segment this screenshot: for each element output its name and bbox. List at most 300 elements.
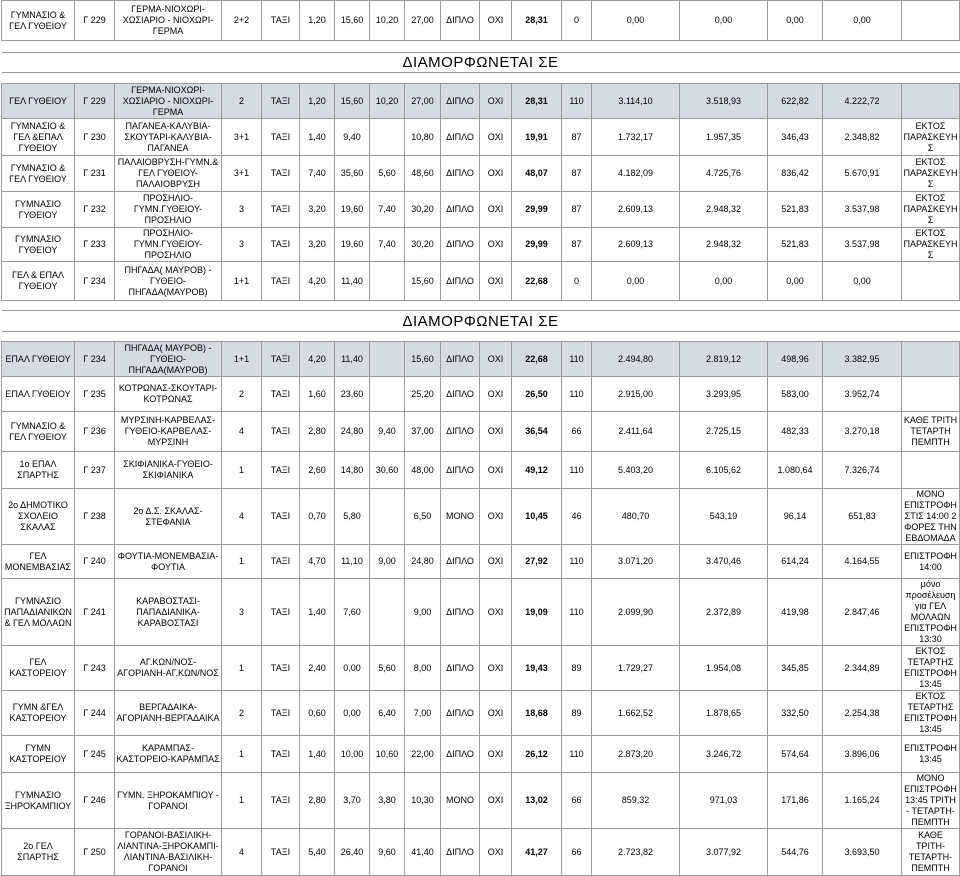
cell-gross-amount: 2.819,12 (680, 342, 768, 377)
cell-net-amount: 2.494,80 (592, 342, 680, 377)
cell-net-amount: 0,00 (592, 1, 680, 41)
cell-school: ΓΥΜΝΑΣΙΟ & ΓΕΛ &ΕΠΑΛ ΓΥΘΕΙΟΥ (2, 119, 75, 156)
transport-routes-table (1, 0, 960, 876)
cell-notes: μόνο προσέλευση για ΓΕΛ ΜΟΛΑΩΝ ΕΠΙΣΤΡΟΦΗ 13:30 (902, 579, 960, 646)
cell-net-amount: 2.099,90 (592, 579, 680, 646)
cell-route-code: Γ 245 (75, 736, 115, 773)
cell-km-2: 35,60 (335, 156, 370, 192)
cell-school: ΓΥΜΝΑΣΙΟ ΓΥΘΕΙΟΥ (2, 228, 75, 262)
cell-km-3: 7,40 (370, 228, 405, 262)
table-row (2, 736, 960, 773)
cell-accompanist: ΟΧΙ (480, 342, 512, 377)
cell-gross-amount: 0,00 (680, 262, 768, 301)
cell-km-1: 0,60 (300, 691, 335, 736)
cell-km-1: 2,80 (300, 773, 335, 829)
cell-km-1: 7,40 (300, 156, 335, 192)
cell-days: 0 (562, 1, 592, 41)
cell-gross-amount: 3.246,72 (680, 736, 768, 773)
table-row (2, 829, 960, 876)
cell-gross-amount: 2.725,15 (680, 412, 768, 452)
cell-students: 1+1 (222, 262, 262, 301)
table-row-highlighted (2, 84, 960, 119)
cell-route: ΚΑΡΑΜΠΑΣ-ΚΑΣΤΟΡΕΙΟ-ΚΑΡΑΜΠΑΣ (115, 736, 222, 773)
cell-gross-amount: 6.105,62 (680, 452, 768, 489)
cell-total-amount: 4.164,55 (823, 545, 902, 579)
cell-total-amount: 0,00 (823, 262, 902, 301)
cell-daily-cost: 28,31 (512, 84, 562, 119)
cell-total-amount: 7.326,74 (823, 452, 902, 489)
cell-days: 66 (562, 412, 592, 452)
cell-school: ΓΥΜΝ ΚΑΣΤΟΡΕΙΟΥ (2, 736, 75, 773)
table-row (2, 646, 960, 691)
cell-km-3: 9,40 (370, 412, 405, 452)
cell-gross-amount: 2.948,32 (680, 228, 768, 262)
cell-route: ΠΑΛΑΙΟΒΡΥΣΗ-ΓΥΜΝ.& ΓΕΛ ΓΥΘΕΙΟΥ-ΠΑΛΑΙΟΒΡΥΣΗ (115, 156, 222, 192)
cell-vat-amount: 521,83 (768, 192, 823, 228)
cell-vehicle-type: ΤΑΞΙ (262, 579, 300, 646)
cell-total-amount: 2.348,82 (823, 119, 902, 156)
cell-route: ΦΟΥΤΙΑ-ΜΟΝΕΜΒΑΣΙΑ-ΦΟΥΤΙΑ (115, 545, 222, 579)
cell-days: 110 (562, 579, 592, 646)
cell-school: ΕΠΑΛ ΓΥΘΕΙΟΥ (2, 342, 75, 377)
cell-net-amount: 2.411,64 (592, 412, 680, 452)
table-row (2, 452, 960, 489)
cell-gross-amount: 3.077,92 (680, 829, 768, 876)
table-row (2, 579, 960, 646)
cell-total-amount: 3.537,98 (823, 192, 902, 228)
cell-students: 1+1 (222, 342, 262, 377)
cell-days: 87 (562, 228, 592, 262)
cell-notes: ΕΚΤΟΣ ΠΑΡΑΣΚΕΥΗΣ (902, 156, 960, 192)
cell-daily-cost: 22,68 (512, 342, 562, 377)
cell-students: 4 (222, 489, 262, 545)
cell-km-3 (370, 489, 405, 545)
cell-km-3: 7,40 (370, 192, 405, 228)
cell-daily-cost: 29,99 (512, 192, 562, 228)
cell-daily-cost: 49,12 (512, 452, 562, 489)
cell-route-code: Γ 234 (75, 342, 115, 377)
cell-km-2: 15,60 (335, 1, 370, 41)
cell-route: ΠΡΟΣΗΛΙΟ-ΓΥΜΝ.ΓΥΘΕΙΟΥ-ΠΡΟΣΗΛΙΟ (115, 192, 222, 228)
cell-km-total: 22,00 (405, 736, 441, 773)
cell-accompanist: ΟΧΙ (480, 377, 512, 412)
cell-notes: ΜΟΝΟ ΕΠΙΣΤΡΟΦΗ 13:45 ΤΡΙΤΗ - ΤΕΤΑΡΤΗ-ΠΕΜΠΤΗ (902, 773, 960, 829)
cell-vat-amount: 0,00 (768, 262, 823, 301)
cell-km-2: 11,40 (335, 262, 370, 301)
cell-vat-amount: 419,98 (768, 579, 823, 646)
table-row (2, 1, 960, 41)
cell-route-code: Γ 235 (75, 377, 115, 412)
cell-km-total: 15,60 (405, 262, 441, 301)
table-row (2, 691, 960, 736)
spacer-row (2, 41, 960, 53)
cell-gross-amount: 0,00 (680, 1, 768, 41)
cell-km-1: 3,20 (300, 192, 335, 228)
cell-km-total: 41,40 (405, 829, 441, 876)
cell-daily-cost: 36,54 (512, 412, 562, 452)
cell-gross-amount: 3.293,95 (680, 377, 768, 412)
cell-total-amount: 4.222,72 (823, 84, 902, 119)
cell-students: 3 (222, 228, 262, 262)
cell-school: ΓΕΛ & ΕΠΑΛ ΓΥΘΕΙΟΥ (2, 262, 75, 301)
cell-notes (902, 84, 960, 119)
cell-total-amount: 3.382,95 (823, 342, 902, 377)
cell-route-code: Γ 241 (75, 579, 115, 646)
cell-vehicle-type: ΤΑΞΙ (262, 377, 300, 412)
cell-vehicle-type: ΤΑΞΙ (262, 262, 300, 301)
cell-km-2: 23,60 (335, 377, 370, 412)
cell-total-amount: 2.847,46 (823, 579, 902, 646)
cell-vehicle-type: ΤΑΞΙ (262, 192, 300, 228)
cell-vehicle-type: ΤΑΞΙ (262, 412, 300, 452)
cell-vat-amount: 96,14 (768, 489, 823, 545)
spacer-row (2, 73, 960, 84)
cell-daily-cost: 27,92 (512, 545, 562, 579)
cell-students: 1 (222, 545, 262, 579)
cell-km-1: 2,40 (300, 646, 335, 691)
cell-route-code: Γ 233 (75, 228, 115, 262)
cell-vat-amount: 0,00 (768, 1, 823, 41)
cell-route: ΠΗΓΑΔΑ( ΜΑΥΡΟΒ) - ΓΥΘΕΙΟ-ΠΗΓΑΔΑ(ΜΑΥΡΟΒ) (115, 262, 222, 301)
cell-total-amount: 2.344,89 (823, 646, 902, 691)
cell-days: 0 (562, 262, 592, 301)
cell-net-amount: 1.729,27 (592, 646, 680, 691)
cell-trip-type: ΔΙΠΛΟ (441, 156, 480, 192)
section-banner: ΔΙΑΜΟΡΦΩΝΕΤΑΙ ΣΕ (2, 53, 960, 73)
cell-daily-cost: 41,27 (512, 829, 562, 876)
cell-notes: ΕΚΤΟΣ ΠΑΡΑΣΚΕΥΗΣ (902, 119, 960, 156)
cell-notes (902, 452, 960, 489)
cell-days: 110 (562, 452, 592, 489)
cell-days: 110 (562, 377, 592, 412)
cell-km-2: 26,40 (335, 829, 370, 876)
cell-total-amount: 3.693,50 (823, 829, 902, 876)
table-row (2, 228, 960, 262)
cell-km-3: 9,00 (370, 545, 405, 579)
cell-notes: ΚΑΘΕ ΤΡΙΤΗ-ΤΕΤΑΡΤΗ-ΠΕΜΠΤΗ (902, 829, 960, 876)
cell-accompanist: ΟΧΙ (480, 192, 512, 228)
cell-vat-amount: 622,82 (768, 84, 823, 119)
cell-notes (902, 342, 960, 377)
cell-km-2: 0,00 (335, 691, 370, 736)
cell-accompanist: ΟΧΙ (480, 412, 512, 452)
cell-total-amount: 3.537,98 (823, 228, 902, 262)
cell-km-2: 5,80 (335, 489, 370, 545)
cell-km-3: 10,20 (370, 84, 405, 119)
table-row (2, 773, 960, 829)
cell-accompanist: ΟΧΙ (480, 579, 512, 646)
cell-days: 89 (562, 646, 592, 691)
cell-trip-type: ΔΙΠΛΟ (441, 377, 480, 412)
cell-total-amount: 651,83 (823, 489, 902, 545)
cell-students: 3 (222, 579, 262, 646)
cell-vat-amount: 521,83 (768, 228, 823, 262)
cell-trip-type: ΔΙΠΛΟ (441, 412, 480, 452)
cell-notes: ΕΚΤΟΣ ΠΑΡΑΣΚΕΥΗΣ (902, 192, 960, 228)
cell-school: 2ο ΔΗΜΟΤΙΚΟ ΣΧΟΛΕΙΟ ΣΚΑΛΑΣ (2, 489, 75, 545)
spacer-cell (2, 73, 960, 84)
cell-gross-amount: 2.372,89 (680, 579, 768, 646)
cell-vehicle-type: ΤΑΞΙ (262, 736, 300, 773)
cell-km-2: 19,60 (335, 192, 370, 228)
table-row (2, 119, 960, 156)
cell-total-amount: 3.270,18 (823, 412, 902, 452)
cell-route: ΓΟΡΑΝΟΙ-ΒΑΣΙΛΙΚΗ-ΛΙΑΝΤΙΝΑ-ΞΗΡΟΚΑΜΠΙ-ΛΙΑΝΤΙΝΑ-ΒΑΣΙΛΙΚΗ-ΓΟΡΑΝΟΙ (115, 829, 222, 876)
cell-students: 3+1 (222, 119, 262, 156)
cell-net-amount: 4.182,09 (592, 156, 680, 192)
cell-route: ΒΕΡΓΑΔΑΙΚΑ-ΑΓΟΡΙΑΝΗ-ΒΕΡΓΑΔΑΙΚΑ (115, 691, 222, 736)
cell-km-3: 5,60 (370, 156, 405, 192)
cell-km-3: 9,60 (370, 829, 405, 876)
cell-total-amount: 3.952,74 (823, 377, 902, 412)
cell-accompanist: ΟΧΙ (480, 156, 512, 192)
cell-notes (902, 1, 960, 41)
cell-school: ΓΥΜΝΑΣΙΟ & ΓΕΛ ΓΥΘΕΙΟΥ (2, 1, 75, 41)
cell-daily-cost: 28,31 (512, 1, 562, 41)
cell-notes: ΕΚΤΟΣ ΤΕΤΑΡΤΗΣ ΕΠΙΣΤΡΟΦΗ 13:45 (902, 691, 960, 736)
cell-vehicle-type: ΤΑΞΙ (262, 228, 300, 262)
cell-daily-cost: 19,91 (512, 119, 562, 156)
cell-total-amount: 5.670,91 (823, 156, 902, 192)
cell-route-code: Γ 240 (75, 545, 115, 579)
cell-trip-type: ΜΟΝΟ (441, 773, 480, 829)
cell-notes: ΚΑΘΕ ΤΡΙΤΗ ΤΕΤΑΡΤΗ ΠΕΜΠΤΗ (902, 412, 960, 452)
cell-route-code: Γ 229 (75, 84, 115, 119)
cell-students: 2 (222, 377, 262, 412)
cell-route-code: Γ 246 (75, 773, 115, 829)
cell-route: ΚΑΡΑΒΟΣΤΑΣΙ-ΠΑΠΑΔΙΑΝΙΚΑ-ΚΑΡΑΒΟΣΤΑΣΙ (115, 579, 222, 646)
cell-net-amount: 2.609,13 (592, 228, 680, 262)
cell-daily-cost: 26,12 (512, 736, 562, 773)
cell-students: 1 (222, 773, 262, 829)
cell-school: ΓΕΛ ΓΥΘΕΙΟΥ (2, 84, 75, 119)
cell-route: ΓΥΜΝ. ΞΗΡΟΚΑΜΠΙΟΥ - ΓΟΡΑΝΟΙ (115, 773, 222, 829)
cell-daily-cost: 18,68 (512, 691, 562, 736)
cell-km-total: 6,50 (405, 489, 441, 545)
cell-gross-amount: 1.957,35 (680, 119, 768, 156)
cell-km-total: 9,00 (405, 579, 441, 646)
cell-trip-type: ΔΙΠΛΟ (441, 119, 480, 156)
cell-km-1: 2,80 (300, 412, 335, 452)
cell-net-amount: 0,00 (592, 262, 680, 301)
cell-total-amount: 1.165,24 (823, 773, 902, 829)
cell-km-2: 15,60 (335, 84, 370, 119)
cell-daily-cost: 13,02 (512, 773, 562, 829)
cell-net-amount: 1.732,17 (592, 119, 680, 156)
cell-accompanist: ΟΧΙ (480, 691, 512, 736)
cell-vat-amount: 1.080,64 (768, 452, 823, 489)
cell-trip-type: ΔΙΠΛΟ (441, 84, 480, 119)
cell-km-total: 27,00 (405, 84, 441, 119)
cell-route-code: Γ 238 (75, 489, 115, 545)
cell-vat-amount: 614,24 (768, 545, 823, 579)
section-banner-row (2, 311, 960, 332)
cell-km-1: 2,60 (300, 452, 335, 489)
cell-km-total: 25,20 (405, 377, 441, 412)
cell-trip-type: ΔΙΠΛΟ (441, 736, 480, 773)
cell-km-2: 3,70 (335, 773, 370, 829)
cell-km-total: 30,20 (405, 228, 441, 262)
cell-accompanist: ΟΧΙ (480, 829, 512, 876)
cell-route: ΣΚΙΦΙΑΝΙΚΑ-ΓΥΘΕΙΟ-ΣΚΙΦΙΑΝΙΚΑ (115, 452, 222, 489)
cell-daily-cost: 26,50 (512, 377, 562, 412)
cell-accompanist: ΟΧΙ (480, 228, 512, 262)
cell-days: 110 (562, 342, 592, 377)
cell-net-amount: 3.114,10 (592, 84, 680, 119)
cell-route: 2ο Δ.Σ. ΣΚΑΛΑΣ-ΣΤΕΦΑΝΙΑ (115, 489, 222, 545)
cell-km-total: 10,80 (405, 119, 441, 156)
cell-gross-amount: 3.518,93 (680, 84, 768, 119)
cell-vat-amount: 171,86 (768, 773, 823, 829)
cell-route: ΜΥΡΣΙΝΗ-ΚΑΡΒΕΛΑΣ-ΓΥΘΕΙΟ-ΚΑΡΒΕΛΑΣ-ΜΥΡΣΙΝΗ (115, 412, 222, 452)
cell-gross-amount: 1.878,65 (680, 691, 768, 736)
cell-accompanist: ΟΧΙ (480, 84, 512, 119)
cell-students: 1 (222, 452, 262, 489)
cell-days: 110 (562, 545, 592, 579)
cell-km-3 (370, 579, 405, 646)
cell-km-3 (370, 119, 405, 156)
cell-accompanist: ΟΧΙ (480, 262, 512, 301)
cell-students: 4 (222, 412, 262, 452)
cell-route: ΓΕΡΜΑ-ΝΙΟΧΩΡΙ-ΧΩΣΙΑΡΙΟ - ΝΙΟΧΩΡΙ-ΓΕΡΜΑ (115, 84, 222, 119)
cell-days: 66 (562, 829, 592, 876)
cell-students: 2+2 (222, 1, 262, 41)
cell-notes (902, 377, 960, 412)
cell-vat-amount: 544,76 (768, 829, 823, 876)
cell-accompanist: ΟΧΙ (480, 489, 512, 545)
cell-km-total: 48,00 (405, 452, 441, 489)
cell-accompanist: ΟΧΙ (480, 545, 512, 579)
cell-school: ΓΕΛ ΜΟΝΕΜΒΑΣΙΑΣ (2, 545, 75, 579)
cell-km-3 (370, 342, 405, 377)
cell-km-total: 48,60 (405, 156, 441, 192)
cell-school: ΓΕΛ ΚΑΣΤΟΡΕΙΟΥ (2, 646, 75, 691)
cell-km-total: 37,00 (405, 412, 441, 452)
cell-daily-cost: 10,45 (512, 489, 562, 545)
cell-trip-type: ΔΙΠΛΟ (441, 829, 480, 876)
cell-daily-cost: 22,68 (512, 262, 562, 301)
cell-vehicle-type: ΤΑΞΙ (262, 452, 300, 489)
cell-km-1: 4,20 (300, 342, 335, 377)
cell-days: 89 (562, 691, 592, 736)
cell-trip-type: ΔΙΠΛΟ (441, 691, 480, 736)
cell-students: 1 (222, 646, 262, 691)
cell-students: 2 (222, 691, 262, 736)
cell-route: ΓΕΡΜΑ-ΝΙΟΧΩΡΙ-ΧΩΣΙΑΡΙΟ - ΝΙΟΧΩΡΙ-ΓΕΡΜΑ (115, 1, 222, 41)
cell-km-3: 10,20 (370, 1, 405, 41)
table-row (2, 156, 960, 192)
cell-trip-type: ΔΙΠΛΟ (441, 646, 480, 691)
cell-vehicle-type: ΤΑΞΙ (262, 773, 300, 829)
cell-km-2: 7,60 (335, 579, 370, 646)
cell-km-3: 10,60 (370, 736, 405, 773)
cell-route-code: Γ 243 (75, 646, 115, 691)
cell-route-code: Γ 244 (75, 691, 115, 736)
cell-route-code: Γ 250 (75, 829, 115, 876)
cell-daily-cost: 48,07 (512, 156, 562, 192)
cell-km-1: 1,40 (300, 119, 335, 156)
cell-school: ΓΥΜΝΑΣΙΟ ΠΑΠΑΔΙΑΝΙΚΩΝ & ΓΕΛ ΜΟΛΑΩΝ (2, 579, 75, 646)
cell-net-amount: 2.609,13 (592, 192, 680, 228)
cell-accompanist: ΟΧΙ (480, 452, 512, 489)
cell-accompanist: ΟΧΙ (480, 1, 512, 41)
cell-net-amount: 2.915,00 (592, 377, 680, 412)
cell-route-code: Γ 229 (75, 1, 115, 41)
cell-km-2: 14,80 (335, 452, 370, 489)
cell-km-total: 8,00 (405, 646, 441, 691)
cell-gross-amount: 971,03 (680, 773, 768, 829)
cell-km-total: 7,00 (405, 691, 441, 736)
cell-km-total: 24,80 (405, 545, 441, 579)
cell-km-1: 3,20 (300, 228, 335, 262)
section-banner: ΔΙΑΜΟΡΦΩΝΕΤΑΙ ΣΕ (2, 311, 960, 332)
cell-trip-type: ΔΙΠΛΟ (441, 452, 480, 489)
cell-vat-amount: 583,00 (768, 377, 823, 412)
cell-days: 66 (562, 773, 592, 829)
cell-net-amount: 5.403,20 (592, 452, 680, 489)
cell-trip-type: ΔΙΠΛΟ (441, 1, 480, 41)
cell-school: ΓΥΜΝΑΣΙΟ & ΓΕΛ ΓΥΘΕΙΟΥ (2, 156, 75, 192)
spacer-cell (2, 301, 960, 311)
cell-vat-amount: 498,96 (768, 342, 823, 377)
cell-days: 110 (562, 736, 592, 773)
cell-route-code: Γ 237 (75, 452, 115, 489)
cell-net-amount: 1.662,52 (592, 691, 680, 736)
cell-total-amount: 3.896,06 (823, 736, 902, 773)
cell-route-code: Γ 232 (75, 192, 115, 228)
cell-km-1: 5,40 (300, 829, 335, 876)
cell-km-total: 27,00 (405, 1, 441, 41)
cell-daily-cost: 19,43 (512, 646, 562, 691)
cell-days: 87 (562, 156, 592, 192)
cell-accompanist: ΟΧΙ (480, 646, 512, 691)
cell-trip-type: ΔΙΠΛΟ (441, 545, 480, 579)
cell-net-amount: 480,70 (592, 489, 680, 545)
cell-vehicle-type: ΤΑΞΙ (262, 119, 300, 156)
cell-students: 4 (222, 829, 262, 876)
cell-vehicle-type: ΤΑΞΙ (262, 156, 300, 192)
cell-km-1: 1,20 (300, 84, 335, 119)
cell-accompanist: ΟΧΙ (480, 736, 512, 773)
cell-km-total: 15,60 (405, 342, 441, 377)
cell-km-3 (370, 262, 405, 301)
cell-students: 2 (222, 84, 262, 119)
spacer-cell (2, 41, 960, 53)
cell-notes (902, 262, 960, 301)
cell-students: 3+1 (222, 156, 262, 192)
cell-vat-amount: 482,33 (768, 412, 823, 452)
cell-vat-amount: 836,42 (768, 156, 823, 192)
cell-km-1: 1,20 (300, 1, 335, 41)
cell-school: 2ο ΓΕΛ ΣΠΑΡΤΗΣ (2, 829, 75, 876)
cell-km-2: 24,80 (335, 412, 370, 452)
cell-notes: ΕΠΙΣΤΡΟΦΗ 14:00 (902, 545, 960, 579)
cell-vat-amount: 346,43 (768, 119, 823, 156)
table-row (2, 262, 960, 301)
cell-days: 110 (562, 84, 592, 119)
cell-km-2: 11,10 (335, 545, 370, 579)
table-row-highlighted (2, 342, 960, 377)
cell-trip-type: ΔΙΠΛΟ (441, 342, 480, 377)
cell-net-amount: 3.071,20 (592, 545, 680, 579)
section-banner-row (2, 53, 960, 73)
cell-km-3 (370, 377, 405, 412)
table-row (2, 489, 960, 545)
cell-km-total: 30,20 (405, 192, 441, 228)
cell-route-code: Γ 231 (75, 156, 115, 192)
cell-total-amount: 0,00 (823, 1, 902, 41)
cell-gross-amount: 4.725,76 (680, 156, 768, 192)
